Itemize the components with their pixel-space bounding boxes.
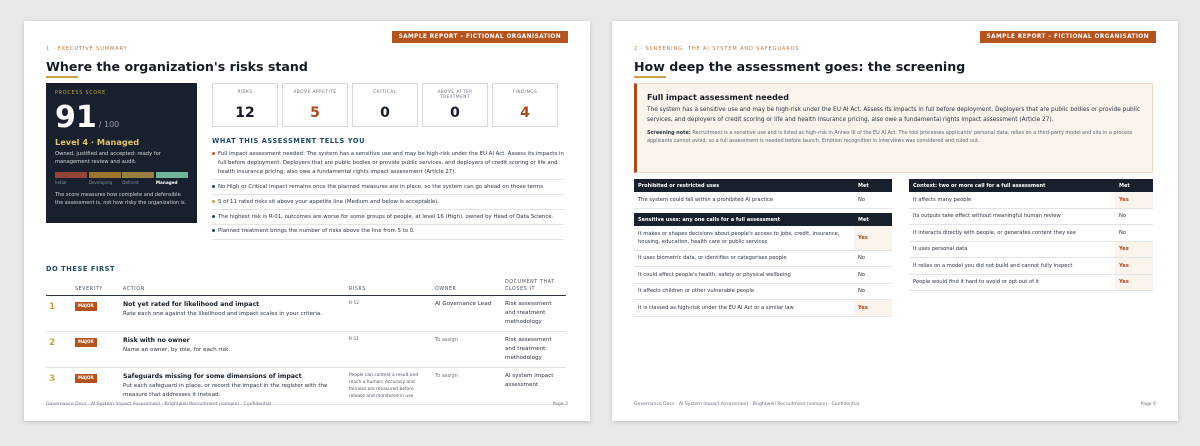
criterion-row bbox=[634, 300, 892, 317]
sample-report-badge: SAMPLE REPORT – FICTIONAL ORGANISATION bbox=[392, 31, 568, 43]
criterion-met: No bbox=[854, 250, 892, 267]
score-label: PROCESS SCORE bbox=[55, 91, 106, 96]
footer-meta: Governance Docs · AI System Impact Assessment · Brightwell Recruitment (sample) · Confidential bbox=[634, 402, 860, 407]
maturity-segment bbox=[89, 172, 121, 178]
criterion-met: Yes bbox=[854, 300, 892, 317]
finding-item bbox=[212, 227, 564, 239]
criterion-row bbox=[634, 250, 892, 267]
metric-card bbox=[492, 83, 558, 127]
criterion-met: Yes bbox=[854, 226, 892, 250]
finding-text: No High or Critical impact remains once the planned measures are in place, so the system can go ahead on those terms. bbox=[218, 183, 545, 190]
metric-label: CRITICAL bbox=[373, 90, 397, 95]
action-cell bbox=[120, 332, 346, 368]
criterion-text: It relies on a model you did not build and cannot fully inspect bbox=[909, 258, 1115, 275]
finding-text: Planned treatment brings the number of risks above the line from 5 to 0. bbox=[218, 228, 415, 235]
title-underline bbox=[634, 76, 666, 78]
action-owner: AI Governance Lead bbox=[432, 296, 502, 332]
action-document: AI system impact assessment bbox=[502, 368, 566, 405]
screening-note bbox=[647, 129, 1142, 145]
context-factors-table bbox=[909, 179, 1153, 291]
score-footnote: The score measures how complete and defensible the assessment is, not how risky the organization is. bbox=[55, 191, 187, 206]
criterion-row bbox=[909, 208, 1153, 225]
action-row bbox=[46, 368, 566, 405]
criterion-met: Yes bbox=[1115, 241, 1153, 258]
criterion-met: No bbox=[1115, 225, 1153, 242]
action-number: 1 bbox=[49, 302, 56, 313]
action-risks: R-11 bbox=[346, 332, 432, 368]
severity-cell bbox=[72, 332, 120, 368]
criterion-row bbox=[634, 226, 892, 250]
action-risks: R-12 bbox=[346, 296, 432, 332]
maturity-segment bbox=[156, 172, 188, 178]
bullet-icon bbox=[212, 185, 215, 188]
process-score-card bbox=[46, 83, 197, 223]
criterion-row bbox=[634, 267, 892, 284]
callout-title: Full impact assessment needed bbox=[647, 93, 789, 102]
page-number: Page 6 bbox=[1140, 402, 1156, 407]
criterion-text: It affects many people bbox=[909, 192, 1115, 208]
tells-heading: WHAT THIS ASSESSMENT TELLS YOU bbox=[212, 137, 366, 145]
maturity-segment-label: Developing bbox=[88, 179, 113, 185]
criterion-row bbox=[909, 225, 1153, 242]
score-max: / 100 bbox=[98, 120, 120, 129]
metric-value: 0 bbox=[450, 105, 460, 121]
maturity-level: Level 4 · Managed bbox=[55, 137, 140, 147]
criterion-text: It uses personal data bbox=[909, 241, 1115, 258]
action-number: 3 bbox=[49, 374, 56, 384]
finding-text: The highest risk is R-01, outcomes are worse for some groups of people, at level 16 (High), owned by Head of Data Science. bbox=[218, 213, 554, 220]
bullet-icon bbox=[212, 152, 215, 155]
maturity-segment bbox=[122, 172, 154, 178]
action-title: Not yet rated for likelihood and impact bbox=[123, 301, 260, 309]
bullet-icon bbox=[212, 229, 215, 232]
criterion-met: No bbox=[1115, 208, 1153, 225]
action-row bbox=[46, 332, 566, 368]
criterion-text: It could affect people's health, safety or physical wellbeing bbox=[634, 267, 854, 284]
action-title: Risk with no owner bbox=[123, 337, 190, 345]
finding-item bbox=[212, 198, 564, 210]
section-eyebrow: 2 · SCREENING, THE AI SYSTEM AND SAFEGUARDS bbox=[634, 46, 800, 52]
criterion-met: Yes bbox=[1115, 192, 1153, 208]
metric-card bbox=[352, 83, 418, 127]
severity-badge: MAJOR bbox=[75, 374, 97, 383]
criterion-text: It is classed as high-risk under the EU AI Act or a similar law bbox=[634, 300, 854, 317]
finding-item bbox=[212, 213, 564, 225]
criterion-met: Yes bbox=[1115, 274, 1153, 291]
criterion-row bbox=[909, 274, 1153, 291]
action-number-cell bbox=[46, 368, 72, 405]
criterion-met: No bbox=[854, 283, 892, 300]
maturity-segment-label: Defined bbox=[122, 179, 139, 185]
criterion-text: It uses biometric data, or identifies or categorises people bbox=[634, 250, 854, 267]
action-description: Put each safeguard in place, or record the impact in the register with the measure that addresses it instead. bbox=[123, 382, 328, 398]
severity-cell bbox=[72, 368, 120, 405]
table-heading: Sensitive uses: any one calls for a full assessment bbox=[634, 213, 854, 226]
criterion-text: It makes or shapes decisions about people's access to jobs, credit, insurance, housing, education, health care or public services bbox=[634, 226, 854, 250]
assessment-findings-list bbox=[212, 150, 564, 242]
metric-card bbox=[212, 83, 278, 127]
page-footer bbox=[634, 402, 1156, 407]
criterion-row bbox=[634, 283, 892, 300]
criterion-met: Yes bbox=[1115, 258, 1153, 275]
actions-table-header bbox=[46, 277, 566, 296]
do-first-heading: DO THESE FIRST bbox=[46, 265, 116, 273]
finding-item bbox=[212, 183, 564, 195]
action-owner: To assign bbox=[432, 368, 502, 405]
metric-value: 0 bbox=[380, 105, 390, 121]
action-cell bbox=[120, 368, 346, 405]
finding-text: Full impact assessment needed: The system has a sensitive use and may be high-risk under the EU AI Act. Assess its impacts in full before deployment. Deployers that are public bodies or provide public services, and deployers of credit scoring or life and health insurance pricing, also owe a fundamental rights impact assessment (Article 27). bbox=[218, 151, 564, 175]
criterion-text: It interacts directly with people, or generates content they see bbox=[909, 225, 1115, 242]
criterion-row bbox=[634, 192, 892, 208]
callout-body: The system has a sensitive use and may be high-risk under the EU AI Act. Assess its impacts in full before deployment. Deployers that are public bodies or provide public services, and deployers of credit scoring or life and health insurance pricing, also owe a fundamental rights impact assessment (Article 27). bbox=[647, 107, 1141, 123]
severity-badge: MAJOR bbox=[75, 302, 97, 311]
criterion-text: People would find it hard to avoid or opt out of it bbox=[909, 274, 1115, 291]
metric-value: 4 bbox=[520, 105, 530, 121]
finding-item bbox=[212, 150, 564, 180]
met-heading: Met bbox=[854, 213, 892, 226]
page-footer bbox=[46, 402, 568, 407]
metric-label: FINDINGS bbox=[512, 90, 538, 95]
score-value: 91 bbox=[55, 100, 97, 135]
criterion-text: It affects children or other vulnerable people bbox=[634, 283, 854, 300]
met-heading: Met bbox=[1115, 179, 1153, 192]
action-cell bbox=[120, 296, 346, 332]
maturity-scale-bar bbox=[55, 172, 188, 178]
report-page-executive-summary bbox=[24, 21, 590, 421]
criterion-row bbox=[909, 258, 1153, 275]
criterion-row bbox=[909, 241, 1153, 258]
severity-badge: MAJOR bbox=[75, 338, 97, 347]
table-heading: Prohibited or restricted uses bbox=[634, 179, 854, 192]
action-number-cell bbox=[46, 332, 72, 368]
metric-card bbox=[422, 83, 488, 127]
criterion-text: Its outputs take effect without meaningful human review bbox=[909, 208, 1115, 225]
prohibited-uses-table bbox=[634, 179, 892, 209]
metric-card bbox=[282, 83, 348, 127]
maturity-segment bbox=[55, 172, 87, 178]
severity-cell bbox=[72, 296, 120, 332]
column-header: SEVERITY bbox=[72, 277, 120, 296]
action-document: Risk assessment and treatment methodology bbox=[502, 332, 566, 368]
column-header: OWNER bbox=[432, 277, 502, 296]
action-description: Name an owner, by role, for each risk. bbox=[123, 347, 231, 354]
action-risks: People can contest a result and reach a human; Accuracy and fairness are measured before release and monitored in use bbox=[346, 368, 432, 405]
action-row bbox=[46, 296, 566, 332]
maturity-scale-labels bbox=[55, 180, 188, 185]
sensitive-uses-table bbox=[634, 213, 892, 317]
sample-report-badge: SAMPLE REPORT – FICTIONAL ORGANISATION bbox=[980, 31, 1156, 43]
table-heading: Context: two or more call for a full assessment bbox=[909, 179, 1115, 192]
screening-note-text: Recruitment is a sensitive use and is listed as high-risk in Annex III of the EU AI Act. The tool processes applicants' personal data, relies on a third-party model and sits in a process applicants cannot avoid, so a full assessment is needed before launch. Emotion recognition in interviews was considered and ruled out. bbox=[647, 129, 1133, 144]
met-heading: Met bbox=[854, 179, 892, 192]
maturity-description: Owned, justified and accepted: ready for management review and audit. bbox=[55, 151, 161, 166]
criterion-met: No bbox=[854, 267, 892, 284]
finding-text: 5 of 11 rated risks sit above your appetite line (Medium and below is acceptable). bbox=[218, 198, 440, 205]
metric-label: ABOVE AFTER TREATMENT bbox=[437, 90, 473, 101]
action-number: 2 bbox=[49, 338, 56, 349]
criterion-text: The system could fall within a prohibited AI practice bbox=[634, 192, 854, 208]
column-header bbox=[46, 277, 72, 296]
priority-actions-table bbox=[46, 277, 566, 405]
criterion-row bbox=[909, 192, 1153, 208]
column-header: ACTION bbox=[120, 277, 346, 296]
score-display bbox=[55, 100, 188, 135]
title-underline bbox=[46, 76, 78, 78]
screening-result-callout bbox=[634, 83, 1153, 173]
report-page-screening bbox=[612, 21, 1178, 421]
column-header: RISKS bbox=[346, 277, 432, 296]
metric-label: RISKS bbox=[237, 90, 253, 95]
metric-value: 12 bbox=[235, 105, 255, 121]
bullet-icon bbox=[212, 200, 215, 203]
action-owner: To assign bbox=[432, 332, 502, 368]
page-number: Page 2 bbox=[552, 402, 568, 407]
maturity-segment-label: Initial bbox=[55, 179, 67, 185]
maturity-segment-label: Managed bbox=[155, 179, 178, 185]
metric-label: ABOVE APPETITE bbox=[293, 90, 337, 95]
metric-value: 5 bbox=[310, 105, 320, 121]
action-number-cell bbox=[46, 296, 72, 332]
page-title: How deep the assessment goes: the screening bbox=[634, 59, 966, 74]
bullet-icon bbox=[212, 215, 215, 218]
column-header: DOCUMENT THAT CLOSES IT bbox=[502, 277, 566, 296]
screening-note-label: Screening note: bbox=[647, 129, 691, 136]
action-document: Risk assessment and treatment methodology bbox=[502, 296, 566, 332]
action-description: Rate each one against the likelihood and impact scales in your criteria. bbox=[123, 311, 323, 318]
footer-meta: Governance Docs · AI System Impact Assessment · Brightwell Recruitment (sample) · Confidential bbox=[46, 402, 272, 407]
page-title: Where the organization's risks stand bbox=[46, 59, 308, 74]
section-eyebrow: 1 · EXECUTIVE SUMMARY bbox=[46, 46, 128, 52]
criterion-met: No bbox=[854, 192, 892, 208]
action-title: Safeguards missing for some dimensions of impact bbox=[123, 373, 302, 380]
